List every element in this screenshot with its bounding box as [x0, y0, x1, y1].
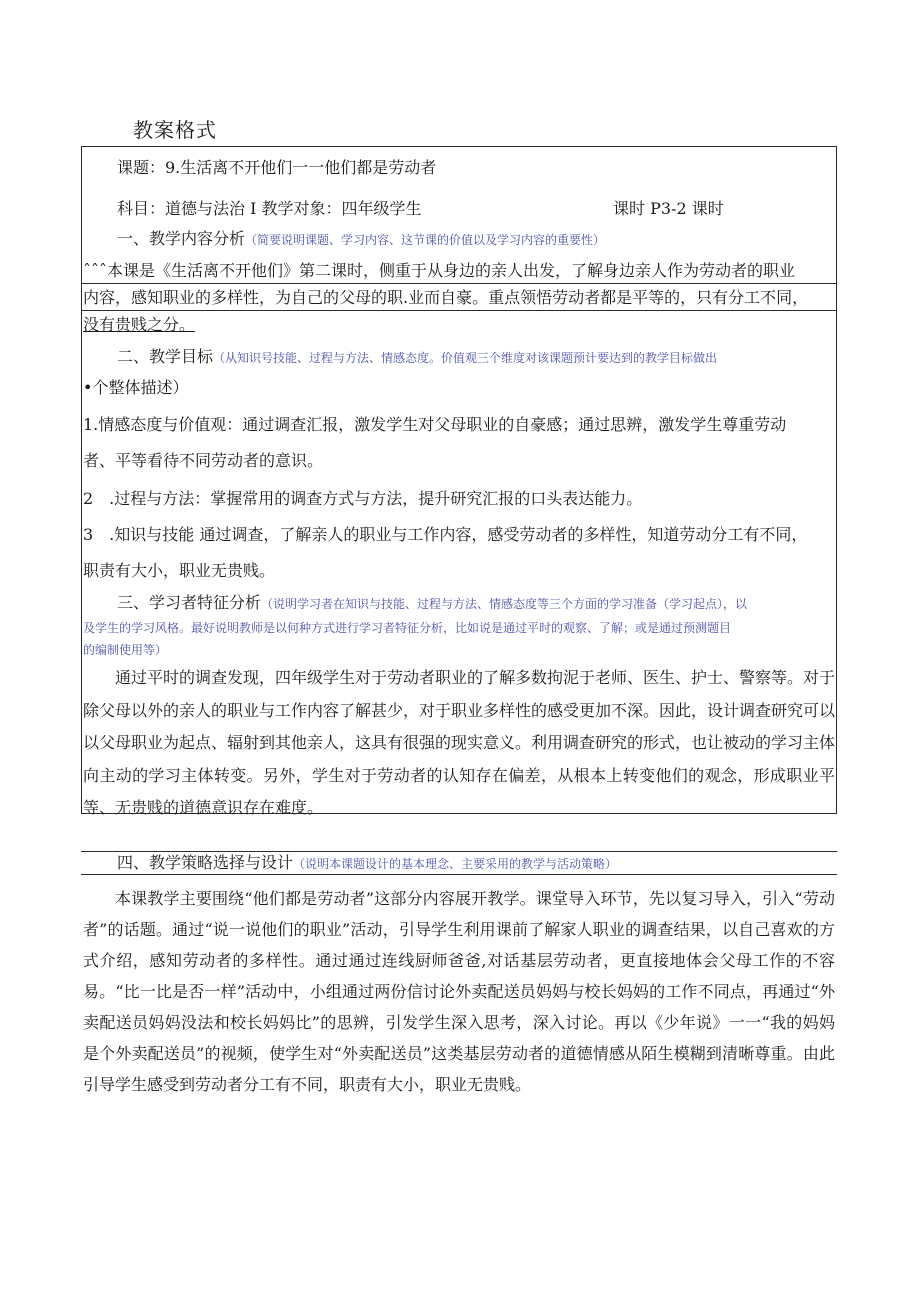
section3-note-c: 的编制使用等） [83, 643, 168, 657]
section4-heading [117, 853, 617, 874]
section4-rule-bottom [81, 874, 837, 875]
section1-line-1: ˆˆˆ本课是《生活离不开他们》第二课时，侧重于从身边的亲人出发，了解身边亲人作为劳动者的职业 [83, 261, 796, 280]
section4-rule-top [81, 851, 837, 852]
section1-note: （简要说明课题、学习内容、这节课的价值以及学习内容的重要性） [245, 233, 606, 247]
lesson-title: 课题：9.生活离不开他们一一他们都是劳动者 [117, 158, 437, 177]
objective-2: 2 .过程与方法：掌握常用的调查方式与方法，提升研究汇报的口头表达能力。 [83, 489, 643, 508]
section3-note-a: （说明学习者在知识与技能、过程与方法、情感态度等三个方面的学习准备（学习起点），以 [261, 597, 748, 611]
section1-heading [117, 229, 605, 250]
lesson-hours: 课时 P3-2 课时 [613, 199, 724, 218]
objective-3-line-1: 3 .知识与技能 通过调查，了解亲人的职业与工作内容，感受劳动者的多样性，知道劳动分工有不同， [83, 525, 808, 544]
section3-heading [117, 593, 747, 614]
section4-body: 本课教学主要围绕“他们都是劳动者”这部分内容展开教学。课堂导入环节，先以复习导入，引入“劳动者”的话题。通过“说一说他们的职业”活动，引导学生利用课前了解家人职业的调查结果，以自己喜欢的方式介绍，感知劳动者的多样性。通过通过连线厨师爸爸,对话基层劳动者，更直接地体会父母工作的不容易。“比一比是否一样”活动中，小组通过两份信讨论外卖配送员妈妈与校长妈妈的工作不同点，再通过“外卖配送员妈妈没法和校长妈妈比”的思辨，引发学生深入思考，深入讨论。再以《少年说》一一“我的妈妈是个外卖配送员”的视频，使学生对“外卖配送员”这类基层劳动者的道德情感从陌生模糊到清晰尊重。由此引导学生感受到劳动者分工有不同，职责有大小，职业无贵贱。 [83, 889, 835, 1094]
section3-note-b: 及学生的学习风格。最好说明教师是以何种方式进行学习者特征分析，比如说是通过平时的观察、了解；或是通过预测题目 [83, 621, 732, 635]
row-rule [81, 283, 837, 284]
section1-title: 一、教学内容分析 [117, 229, 246, 248]
objective-3-line-2: 职责有大小，职业无贵贱。 [83, 561, 276, 580]
lesson-subject: 科目：道德与法治 I 教学对象：四年级学生 [117, 199, 422, 218]
section3-title: 三、学习者特征分析 [117, 593, 262, 612]
objective-1-line-2: 者、平等看待不同劳动者的意识。 [83, 451, 324, 470]
section2-title: 二、教学目标 [117, 347, 214, 366]
section2-note-cont: •个整体描述） [83, 378, 189, 397]
section4-note: （说明本课题设计的基本理念、主要采用的教学与活动策略） [293, 857, 618, 871]
page-heading: 教案格式 [133, 118, 217, 142]
row-rule [81, 310, 837, 311]
objective-1-line-1: 1.情感态度与价值观：通过调查汇报，激发学生对父母职业的自豪感；通过思辨，激发学生尊重劳动 [83, 415, 787, 434]
section3-body: 通过平时的调查发现，四年级学生对于劳动者职业的了解多数拘泥于老师、医生、护士、警察等。对于除父母以外的亲人的职业与工作内容了解甚少，对于职业多样性的感受更加不深。因此，设计调查研究可以以父母职业为起点、辐射到其他亲人，这具有很强的现实意义。利用调查研究的形式，也让被动的学习主体向主动的学习主体转变。另外，学生对于劳动者的认知存在偏差，从根本上转变他们的观念，形成职业平等、无贵贱的道德意识存在难度。 [83, 668, 836, 817]
section2-note: （从知识号技能、过程与方法、情感态度。价值观三个维度对该课题预计要达到的教学目标做出 [213, 351, 718, 365]
section2-heading [117, 347, 717, 368]
section1-line-3: 没有贵贱之分。 [83, 315, 196, 334]
section1-line-2: 内容，感知职业的多样性，为自己的父母的职.业而自豪。重点领悟劳动者都是平等的，只有分工不同， [83, 288, 809, 307]
section4-title: 四、教学策略选择与设计 [117, 853, 294, 872]
